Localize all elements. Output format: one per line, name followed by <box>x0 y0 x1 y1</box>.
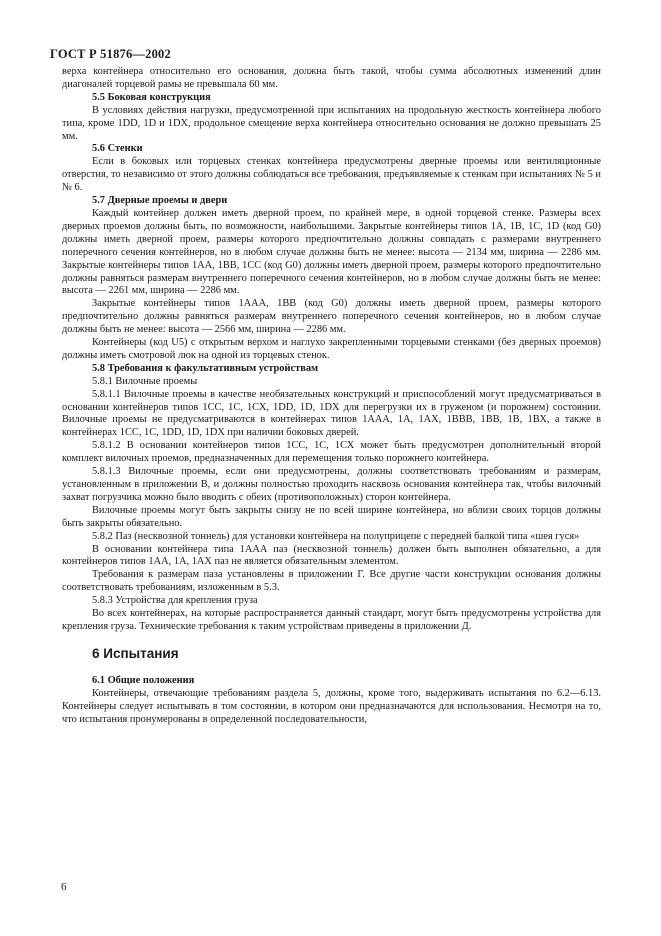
document-header: ГОСТ Р 51876—2002 <box>50 47 171 61</box>
heading-5-5: 5.5 Боковая конструкция <box>92 91 211 103</box>
paragraph: Каждый контейнер должен иметь дверной проем, по крайней мере, в одной торцевой стенке. Размеры всех дверных проемов должны быть, по возможности, наибольшими. Закрытые контейнеры типов 1А, 1В, 1С, 1D (код G0) должны иметь дверной проем, размеры которого предпочтительно должны совпадать с размерами внутреннего поперечного сечения контейнеров, но в любом случае должны быть не менее: высота — 2134 мм, ширина — 2286 мм. Закрытые контейнеры типов 1АА, 1ВВ, 1СС (код G0) должны иметь дверной проем, размеры которого предпочтительно должны равняться размерам внутреннего поперечного сечения контейнеров, но в любом случае должны быть не менее: высота — 2261 мм, ширина — 2286 мм. <box>62 207 601 297</box>
paragraph: Закрытые контейнеры типов 1ААА, 1ВВ (код G0) должны иметь дверной проем, размеры которого предпочтительно должны равняться размерам внутреннего поперечного сечения контейнеров, но в любом случае должны быть не менее: высота — 2566 мм, ширина — 2286 мм. <box>62 298 601 336</box>
paragraph: Если в боковых или торцевых стенках контейнера предусмотрены дверные проемы или вентиляционные отверстия, то независимо от этого должны соблюдаться все требования, предъявляемые к стенкам при испытаниях № 5 и № 6. <box>62 156 601 194</box>
heading-5-8: 5.8 Требования к факультативным устройствам <box>92 362 319 374</box>
paragraph: 5.8.1.2 В основании контейнеров типов 1СС, 1С, 1СХ может быть предусмотрен дополнительный второй комплект вилочных проемов, предназначенных для перемещения только порожнего контейнера. <box>62 440 601 465</box>
page-number: 6 <box>61 881 67 893</box>
subheading-5-8-1: 5.8.1 Вилочные проемы <box>92 375 198 387</box>
paragraph: Контейнеры, отвечающие требованиям раздела 5, должны, кроме того, выдерживать испытания по 6.2—6.13. Контейнеры следует испытывать в том состоянии, в котором они предназначаются для использования. Несмотря на то, что испытания пронумерованы в определенной последовательности, <box>62 687 601 725</box>
paragraph: Во всех контейнерах, на которые распространяется данный стандарт, могут быть предусмотрены устройства для крепления груза. Технические требования к таким устройствам приведены в приложении Д. <box>62 608 601 632</box>
heading-6-1: 6.1 Общие положения <box>92 674 195 686</box>
heading-5-6: 5.6 Стенки <box>92 143 143 155</box>
paragraph: верха контейнера относительно его основания, должна быть такой, чтобы сумма абсолютных изменений длин диагоналей торцевой рамы не превышала 60 мм. <box>62 66 601 90</box>
paragraph: Вилочные проемы могут быть закрыты снизу не по всей ширине контейнера, но вблизи своих торцов должны быть закрыты обязательно. <box>62 504 601 529</box>
paragraph: Контейнеры (код U5) с открытым верхом и наглухо закрепленными торцевыми стенками (без дверных проемов) должны иметь смотровой люк на одной из торцевых стенок. <box>62 337 601 361</box>
heading-5-7: 5.7 Дверные проемы и двери <box>92 195 228 207</box>
paragraph: В основании контейнера типа 1ААА паз (несквозной тоннель) должен быть выполнен обязательно, а для контейнеров типов 1АА, 1А, 1АХ паз не является обязательным элементом. <box>62 543 601 568</box>
document-body <box>62 66 601 726</box>
subheading-5-8-3: 5.8.3 Устройства для крепления груза <box>92 595 258 607</box>
section-title-6: 6 Испытания <box>92 645 179 661</box>
paragraph: Требования к размерам паза установлены в приложении Г. Все другие части конструкции основания должны соответствовать требованиям, изложенным в 5.3. <box>62 569 601 594</box>
paragraph: 5.8.1.1 Вилочные проемы в качестве необязательных конструкций и приспособлений могут предусматриваться в основании контейнеров типов 1СС, 1С, 1СХ, 1DD, 1D, 1DX для перегрузки их в груженом (и порожнем) состоянии. Вилочные проемы не предусматриваются в контейнерах типов 1ААА, 1А, 1АХ, 1ВВВ, 1ВВ, 1В, 1ВХ, а также в контейнерах 1СС, 1С, 1DD, 1D, 1DX при наличии боковых дверей. <box>62 388 601 439</box>
paragraph: В условиях действия нагрузки, предусмотренной при испытаниях на продольную жесткость контейнера любого типа, кроме 1DD, 1D и 1DX, продольное смещение верха контейнера относительно основания не должно превышать 25 мм. <box>62 104 601 142</box>
paragraph: 5.8.2 Паз (несквозной тоннель) для установки контейнера на полуприцепе с передней балкой типа «шея гуся» <box>92 530 580 542</box>
paragraph: 5.8.1.3 Вилочные проемы, если они предусмотрены, должны соответствовать требованиям и размерам, установленным в приложении В, и должны полностью проходить насквозь основания контейнера так, чтобы вилочный захват погрузчика можно было вводить с обеих (противоположных) сторон контейнера. <box>62 466 601 503</box>
